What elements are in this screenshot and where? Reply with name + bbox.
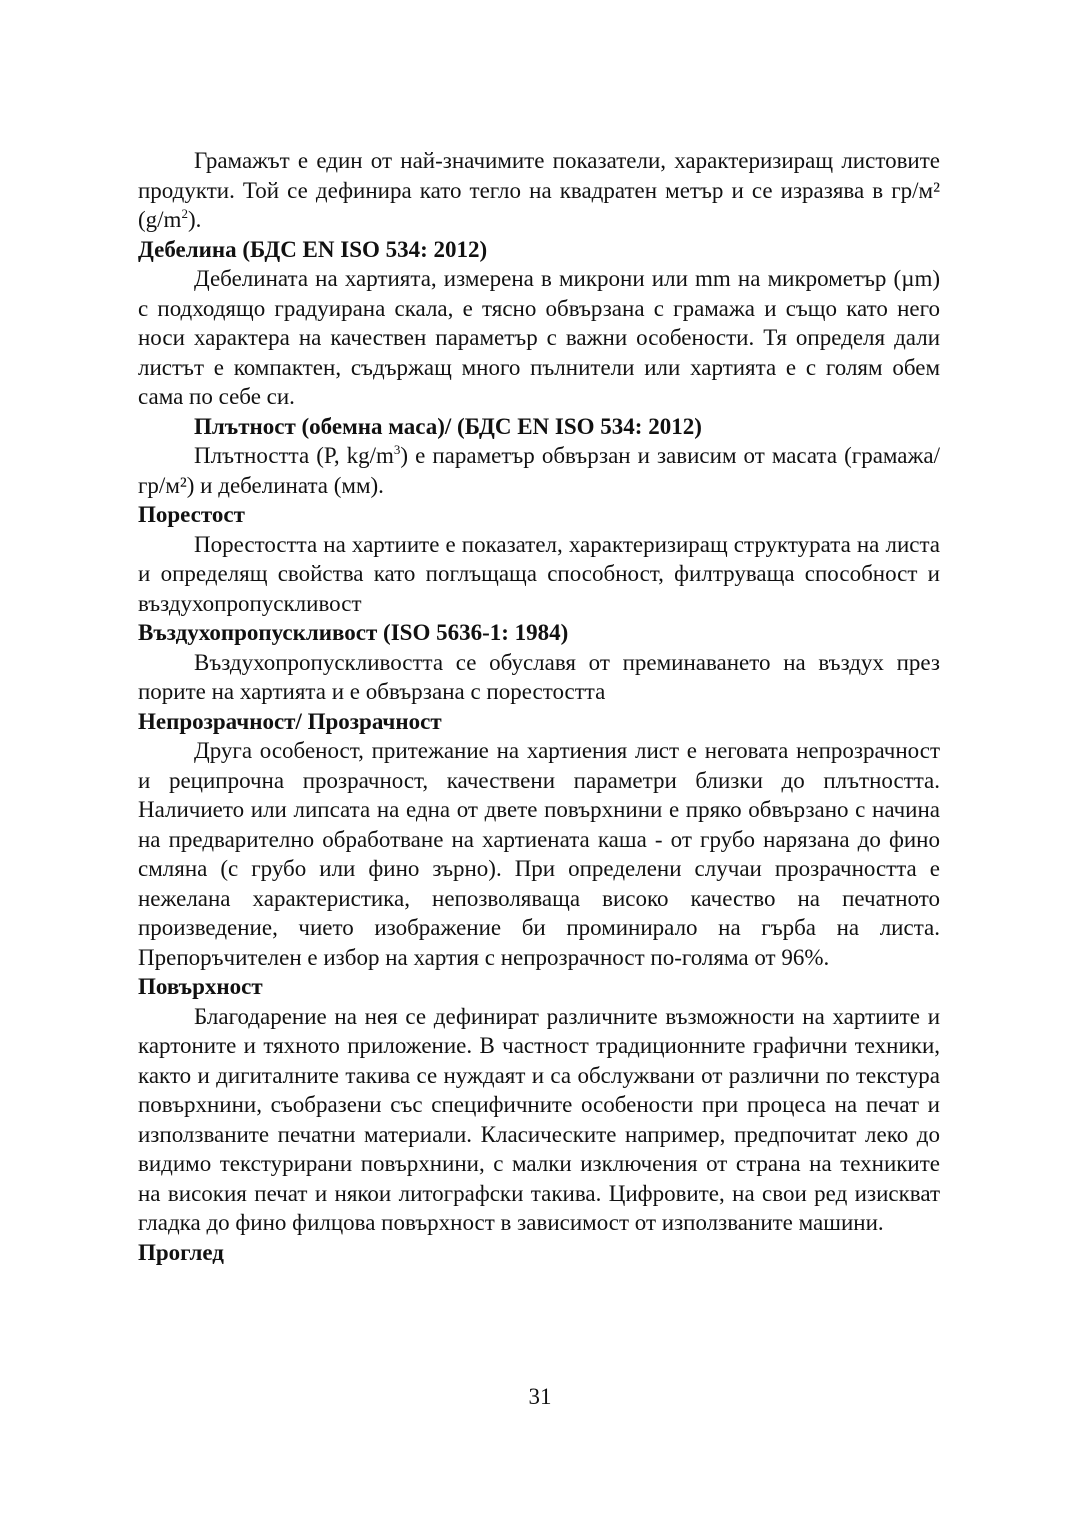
density-text-end: ) е параметър обвързан и зависим от масата (грамажа/ гр/м²) и дебелината (мм). (138, 443, 940, 498)
heading-air-permeability: Въздухопропускливост (ISO 5636-1: 1984) (138, 620, 569, 645)
paragraph-thickness: Дебелината на хартията, измерена в микрони или mm на микрометър (µm) с подходящо градуирана скала, е тясно обвързана с грамажа и също като него носи характера на качествен параметър с важни особености. Тя определя дали листът е компактен, съдържащ много пълнители или хартията е с голям обем сама по себе си. (138, 266, 940, 409)
grammage-text: Грамажът е един от най-значимите показатели, характеризиращ листовите продукти. Той се дефинира като тегло на квадратен метър и се изразява в гр/м² (g/m (138, 148, 940, 232)
heading-density: Плътност (обемна маса)/ (БДС EN ISO 534: 2012) (194, 413, 702, 439)
document-body (138, 146, 940, 1267)
heading-opacity: Непрозрачност/ Прозрачност (138, 708, 442, 734)
heading-view: Проглед (138, 1239, 224, 1265)
density-superscript: 3 (393, 442, 401, 457)
paragraph-surface: Благодарение на нея се дефинират различните възможности на хартиите и картоните и тяхното приложение. В частност традиционните графични техники, както и дигиталните такива се нуждаят и са обслужвани от различни по текстура повърхнини, съобразени със специфичните особености при процеса на печат и използваните печатни материали. Класическите например, предпочитат леко до видимо текстурирани повърхнини, с малки изключения от страна на техниките на високия печат и някои литографски такива. Цифровите, на свои ред изискват гладка до фино филцова повърхност в зависимост от използваните машини. (138, 1003, 940, 1235)
density-text: Плътността (Р, kg/m (194, 443, 394, 468)
paragraph-density (138, 441, 940, 500)
page-number: 31 (528, 1384, 552, 1409)
heading-surface: Повърхност (138, 974, 263, 999)
paragraph-grammage (138, 146, 940, 235)
paragraph-opacity: Друга особеност, притежание на хартиения лист е неговата непрозрачност и реципрочна прозрачност, качествени параметри близки до плътността. Наличието или липсата на една от двете повърхнини е пряко обвързано с начина на предварително обработване на хартиената каша - от грубо нарязана до фино смляна (с грубо или фино зърно). При определени случаи прозрачността е нежелана характеристика, непозволяваща високо качество на печатното произведение, чието изображение би проминирало на гърба на листа. Препоръчителен е избор на хартия с непрозрачност по-голяма от 96%. (138, 738, 940, 970)
paragraph-porosity: Порестостта на хартиите е показател, характеризиращ структурата на листа и определящ свойства като поглъщаща способност, филтруваща способност и въздухопропускливост (138, 531, 940, 616)
heading-thickness: Дебелина (БДС EN ISO 534: 2012) (138, 236, 488, 262)
heading-porosity: Порестост (138, 502, 245, 527)
grammage-superscript: 2 (181, 206, 188, 221)
grammage-text-end: ). (187, 207, 202, 232)
paragraph-air-permeability: Въздухопропускливостта се обуславя от преминаването на въздух през порите на хартията и е обвързана с порестостта (138, 649, 940, 704)
